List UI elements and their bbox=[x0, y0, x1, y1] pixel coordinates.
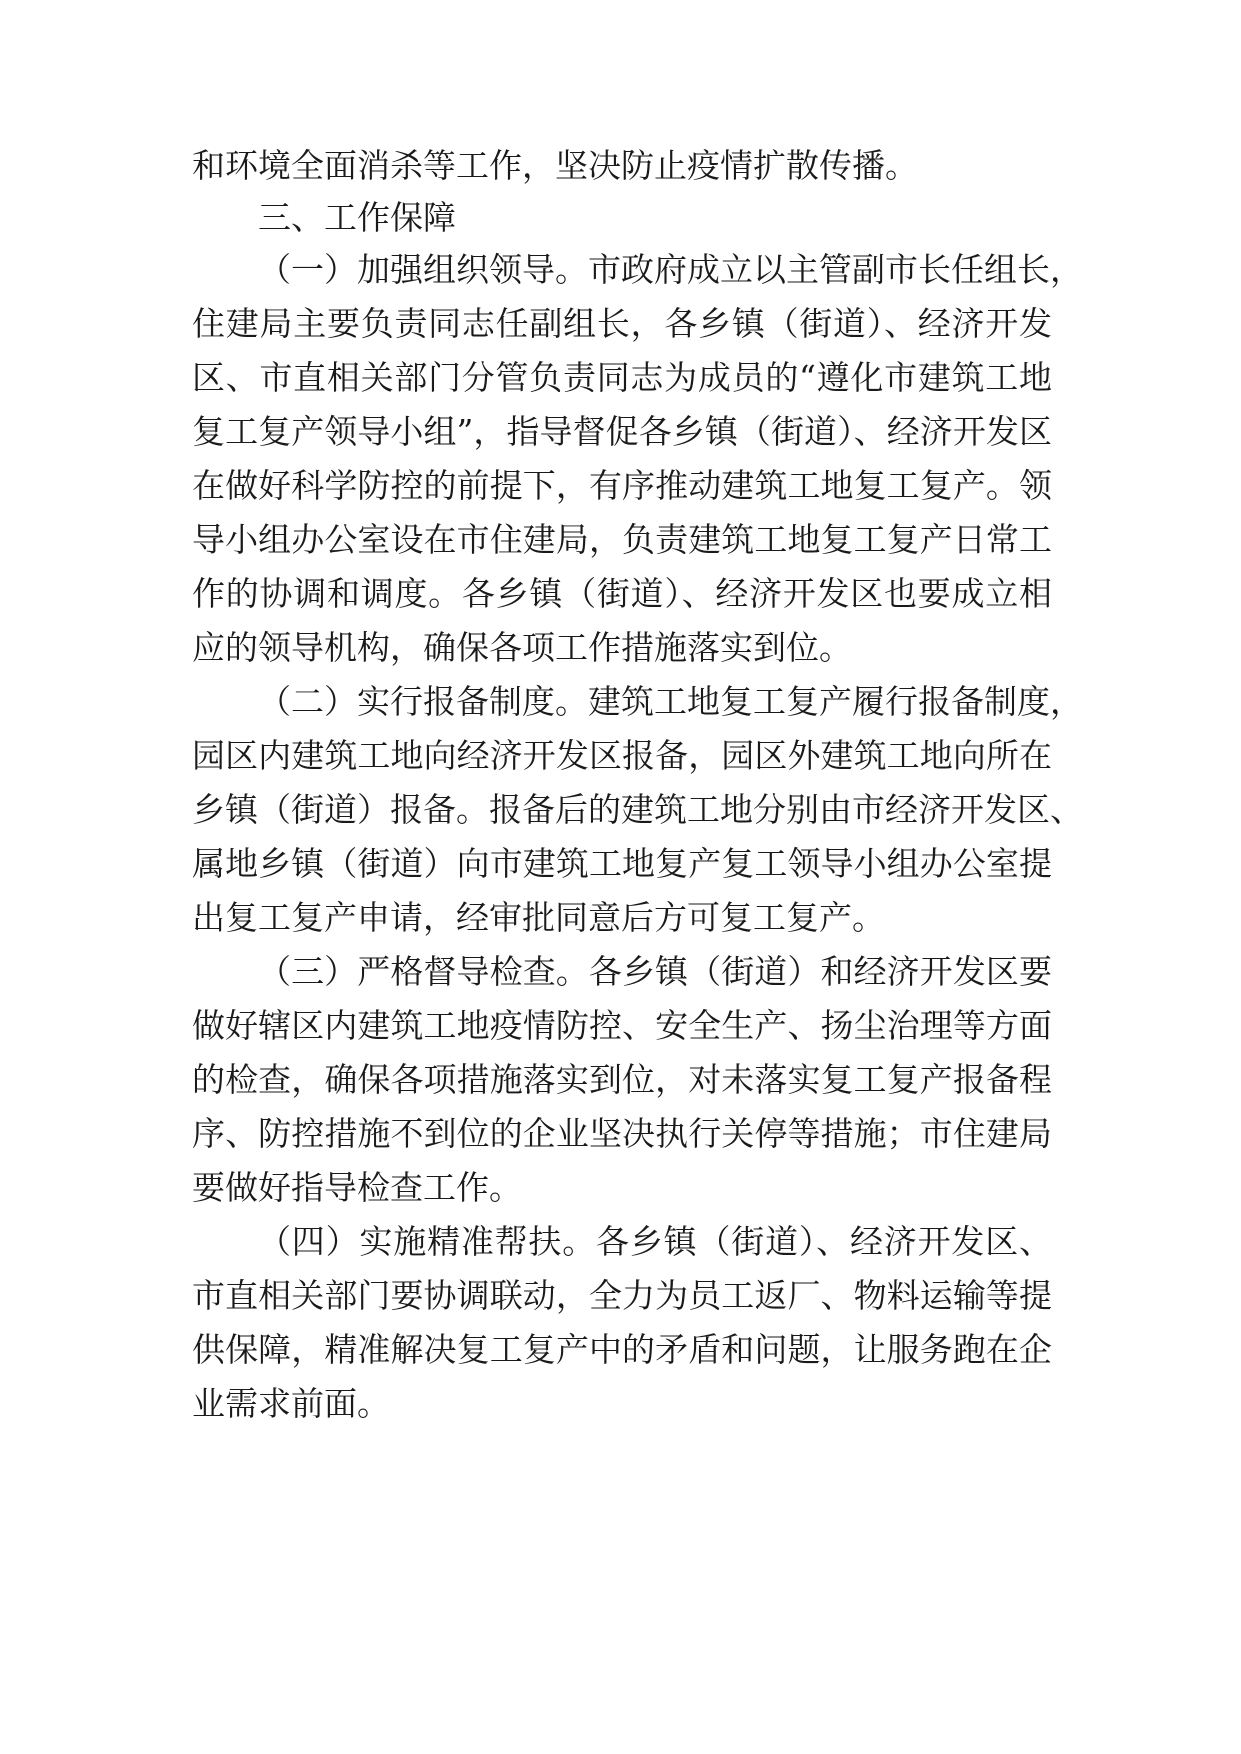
paragraph-2-line-1: （二）实行报备制度。建筑工地复工复产履行报备制度， bbox=[258, 682, 1083, 721]
paragraph-4-line-1: （四）实施精准帮扶。各乡镇（街道）、经济开发区、 bbox=[258, 1222, 1052, 1261]
paragraph-2-line: 乡镇（街道）报备。报备后的建筑工地分别由市经济开发区、 bbox=[192, 790, 1083, 829]
paragraph-3-line: 的检查，确保各项措施落实到位，对未落实复工复产报备程 bbox=[192, 1060, 1052, 1099]
paragraph-1-line-1: （一）加强组织领导。市政府成立以主管副市长任组长， bbox=[258, 250, 1083, 289]
paragraph-1-line: 导小组办公室设在市住建局，负责建筑工地复工复产日常工 bbox=[192, 520, 1052, 559]
paragraph-3-last-line: 要做好指导检查工作。 bbox=[192, 1168, 522, 1207]
paragraph-4-last-line: 业需求前面。 bbox=[192, 1384, 390, 1423]
paragraph-1-line: 作的协调和调度。各乡镇（街道）、经济开发区也要成立相 bbox=[192, 574, 1052, 613]
paragraph-3-line: 序、防控措施不到位的企业坚决执行关停等措施；市住建局 bbox=[192, 1114, 1052, 1153]
body-text-line: 和环境全面消杀等工作，坚决防止疫情扩散传播。 bbox=[192, 146, 918, 185]
paragraph-3-line: 做好辖区内建筑工地疫情防控、安全生产、扬尘治理等方面 bbox=[192, 1006, 1052, 1045]
paragraph-2-last-line: 出复工复产申请，经审批同意后方可复工复产。 bbox=[192, 898, 885, 937]
paragraph-3-line-1: （三）严格督导检查。各乡镇（街道）和经济开发区要 bbox=[258, 952, 1052, 991]
paragraph-1-line: 在做好科学防控的前提下，有序推动建筑工地复工复产。领 bbox=[192, 466, 1052, 505]
paragraph-1-line: 住建局主要负责同志任副组长，各乡镇（街道）、经济开发 bbox=[192, 304, 1052, 343]
paragraph-1-last-line: 应的领导机构，确保各项工作措施落实到位。 bbox=[192, 628, 852, 667]
paragraph-2-line: 园区内建筑工地向经济开发区报备，园区外建筑工地向所在 bbox=[192, 736, 1052, 775]
paragraph-4-line: 市直相关部门要协调联动，全力为员工返厂、物料运输等提 bbox=[192, 1276, 1052, 1315]
section-heading: 三、工作保障 bbox=[258, 198, 456, 237]
paragraph-2-line: 属地乡镇（街道）向市建筑工地复产复工领导小组办公室提 bbox=[192, 844, 1052, 883]
paragraph-4-line: 供保障，精准解决复工复产中的矛盾和问题，让服务跑在企 bbox=[192, 1330, 1052, 1369]
paragraph-1-line: 复工复产领导小组”，指导督促各乡镇（街道）、经济开发区 bbox=[192, 412, 1052, 451]
paragraph-1-line: 区、市直相关部门分管负责同志为成员的“遵化市建筑工地 bbox=[192, 358, 1052, 397]
